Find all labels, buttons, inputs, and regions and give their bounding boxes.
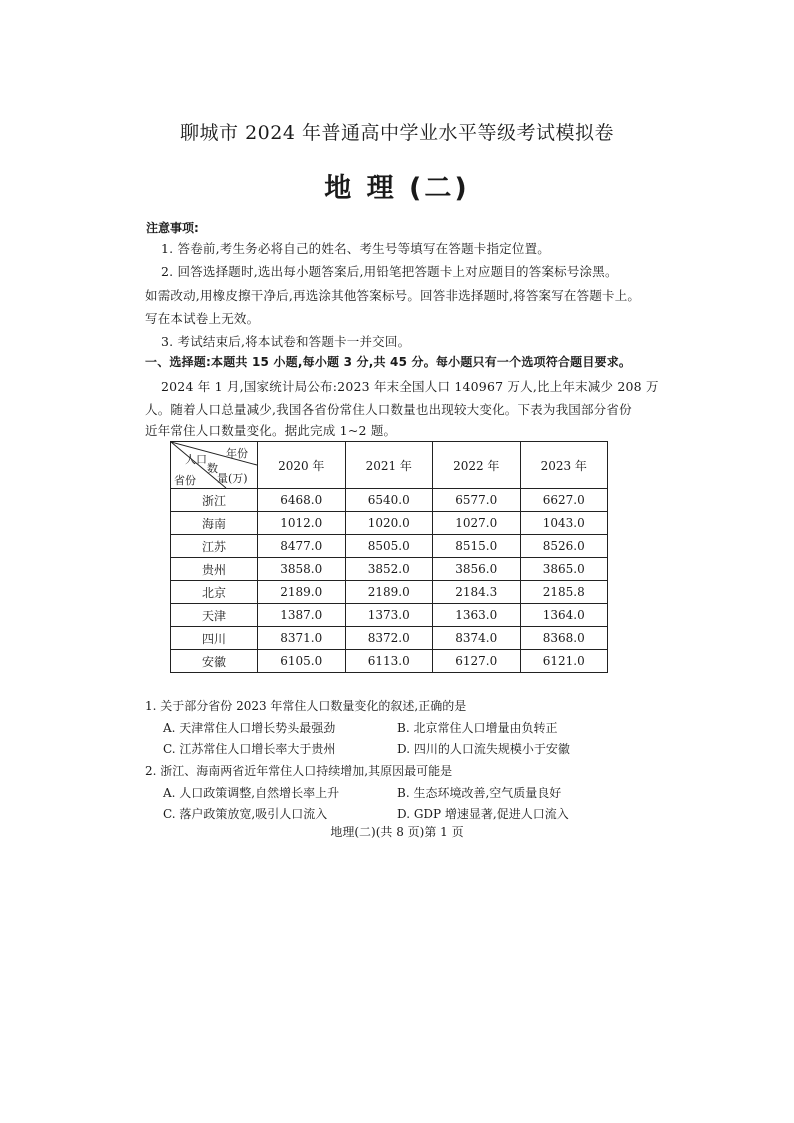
value-cell: 8372.0 [345, 627, 433, 650]
value-cell: 3856.0 [433, 558, 521, 581]
value-cell: 6105.0 [258, 650, 346, 673]
table-corner-cell [171, 442, 258, 489]
page-footer: 地理(二)(共 8 页)第 1 页 [330, 825, 464, 839]
table-row [171, 558, 608, 581]
table-row [171, 650, 608, 673]
value-cell: 8374.0 [433, 627, 521, 650]
value-cell: 1043.0 [520, 512, 608, 535]
value-cell: 6627.0 [520, 489, 608, 512]
question-option: D. 四川的人口流失规模小于安徽 [397, 742, 570, 756]
value-cell: 2189.0 [258, 581, 346, 604]
question-option: A. 天津常住人口增长势头最强劲 [163, 721, 336, 735]
subject-title: 地 理 (二) [324, 173, 470, 204]
value-cell: 1363.0 [433, 604, 521, 627]
value-cell: 6121.0 [520, 650, 608, 673]
corner-year-label: 年份 [226, 447, 248, 460]
value-cell: 2184.3 [433, 581, 521, 604]
table-row [171, 604, 608, 627]
notice-item: 写在本试卷上无效。 [145, 311, 260, 326]
notice-item: 2. 回答选择题时,选出每小题答案后,用铅笔把答题卡上对应题目的答案标号涂黑。 [161, 264, 618, 279]
value-cell: 6127.0 [433, 650, 521, 673]
value-cell: 6468.0 [258, 489, 346, 512]
question-option: B. 北京常住人口增量由负转正 [397, 721, 558, 735]
table-header-row [171, 442, 608, 489]
value-cell: 1364.0 [520, 604, 608, 627]
value-cell: 3865.0 [520, 558, 608, 581]
province-cell: 海南 [171, 512, 258, 535]
value-cell: 3858.0 [258, 558, 346, 581]
value-cell: 8505.0 [345, 535, 433, 558]
population-table [170, 441, 608, 673]
notice-item: 如需改动,用橡皮擦干净后,再选涂其他答案标号。回答非选择题时,将答案写在答题卡上。 [145, 288, 641, 303]
table-row [171, 627, 608, 650]
value-cell: 8526.0 [520, 535, 608, 558]
value-cell: 1020.0 [345, 512, 433, 535]
value-cell: 6113.0 [345, 650, 433, 673]
question-option: B. 生态环境改善,空气质量良好 [397, 786, 562, 800]
notice-item: 1. 答卷前,考生务必将自己的姓名、考生号等填写在答题卡指定位置。 [161, 241, 550, 256]
question-option: A. 人口政策调整,自然增长率上升 [163, 786, 340, 800]
year-header: 2023 年 [520, 442, 608, 489]
section-heading: 一、选择题:本题共 15 小题,每小题 3 分,共 45 分。每小题只有一个选项符合题目要求。 [145, 355, 632, 369]
province-cell: 贵州 [171, 558, 258, 581]
year-header: 2022 年 [433, 442, 521, 489]
intro-line: 人。随着人口总量减少,我国各省份常住人口数量也出现较大变化。下表为我国部分省份 [145, 402, 632, 417]
question-stem: 2. 浙江、海南两省近年常住人口持续增加,其原因最可能是 [145, 764, 453, 778]
value-cell: 1373.0 [345, 604, 433, 627]
corner-pop-label: 人口 [185, 453, 207, 466]
province-cell: 北京 [171, 581, 258, 604]
exam-title: 聊城市 2024 年普通高中学业水平等级考试模拟卷 [180, 122, 614, 144]
value-cell: 1027.0 [433, 512, 521, 535]
question-option: C. 江苏常住人口增长率大于贵州 [163, 742, 336, 756]
notice-heading: 注意事项: [146, 221, 199, 235]
province-cell: 浙江 [171, 489, 258, 512]
question-stem: 1. 关于部分省份 2023 年常住人口数量变化的叙述,正确的是 [145, 699, 467, 713]
value-cell: 3852.0 [345, 558, 433, 581]
corner-province-label: 省份 [174, 474, 196, 487]
value-cell: 6577.0 [433, 489, 521, 512]
question-option: C. 落户政策放宽,吸引人口流入 [163, 807, 328, 821]
corner-pop-label: 数 [207, 462, 218, 475]
value-cell: 8371.0 [258, 627, 346, 650]
question-option: D. GDP 增速显著,促进人口流入 [397, 807, 569, 821]
table-row [171, 535, 608, 558]
province-cell: 四川 [171, 627, 258, 650]
value-cell: 8368.0 [520, 627, 608, 650]
province-cell: 江苏 [171, 535, 258, 558]
corner-pop-label: 量(万) [217, 472, 248, 485]
province-cell: 安徽 [171, 650, 258, 673]
value-cell: 6540.0 [345, 489, 433, 512]
year-header: 2020 年 [258, 442, 346, 489]
value-cell: 1012.0 [258, 512, 346, 535]
intro-line: 2024 年 1 月,国家统计局公布:2023 年末全国人口 140967 万人,比上年末减少 208 万 [161, 379, 659, 394]
table-row [171, 489, 608, 512]
value-cell: 8477.0 [258, 535, 346, 558]
province-cell: 天津 [171, 604, 258, 627]
notice-item: 3. 考试结束后,将本试卷和答题卡一并交回。 [161, 334, 411, 349]
year-header: 2021 年 [345, 442, 433, 489]
intro-line: 近年常住人口数量变化。据此完成 1~2 题。 [145, 423, 397, 438]
table-row [171, 581, 608, 604]
table-row [171, 512, 608, 535]
value-cell: 1387.0 [258, 604, 346, 627]
value-cell: 2189.0 [345, 581, 433, 604]
value-cell: 2185.8 [520, 581, 608, 604]
value-cell: 8515.0 [433, 535, 521, 558]
